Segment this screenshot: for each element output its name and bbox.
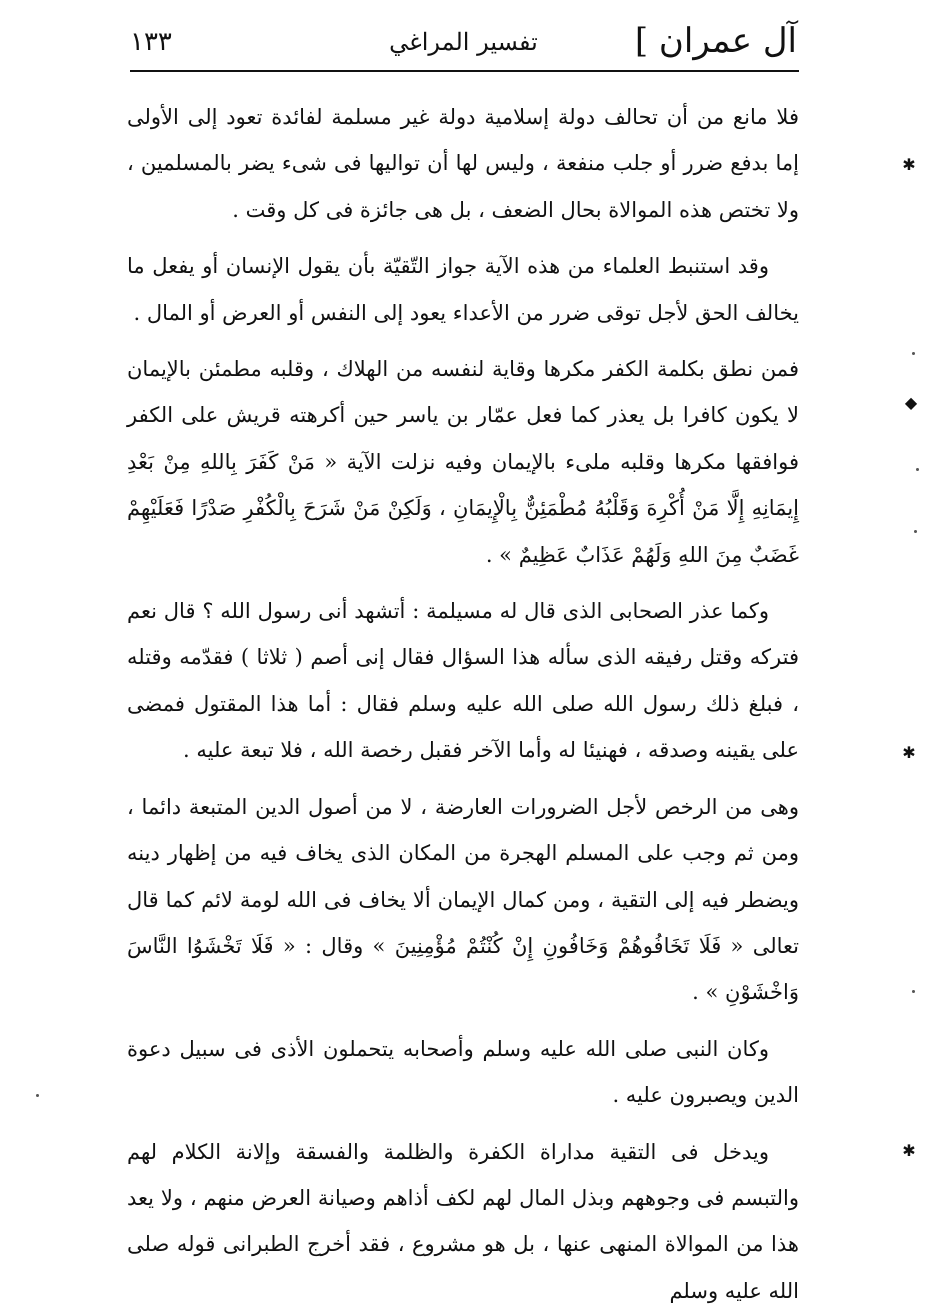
speck-3 [914,530,917,533]
paragraph-3: فمن نطق بكلمة الكفر مكرها وقاية لنفسه من الهلاك ، وقلبه مطمئن بالإيمان لا يكون كافرا بل يعذر كما فعل عمّار بن ياسر حين أكرهته قريش على الكفر فوافقها مكرها وقلبه ملىء بالإيمان وفيه نزلت الآية « مَنْ كَفَرَ بِاللهِ مِنْ بَعْدِ إِيمَانِهِ إِلَّا مَنْ أُكْرِهَ وَقَلْبُهُ مُطْمَئِنٌّ بِالْإِيمَانِ ، وَلَكِنْ مَنْ شَرَحَ بِالْكُفْرِ صَدْرًا فَعَلَيْهِمْ غَضَبٌ مِنَ اللهِ وَلَهُمْ عَذَابٌ عَظِيمٌ » . [127,357,799,567]
speck-5 [36,1094,39,1097]
margin-mark-1: ✱ [902,155,916,174]
paragraph-1: فلا مانع من أن تحالف دولة إسلامية دولة غير مسلمة لفائدة تعود إلى الأولى إما بدفع ضرر أو جلب منفعة ، وليس لها أن تواليها فى شىء يضر بالمسلمين ، ولا تختص هذه الموالاة بحال الضعف ، بل هى جائزة فى كل وقت . [127,105,799,222]
speck-4 [912,990,915,993]
surah-name: آل عمران ] [634,21,797,61]
margin-mark-3: ✱ [902,743,916,762]
page-number: ١٣٣ [130,27,172,57]
page-body [127,94,799,1314]
header-divider [130,70,799,72]
speck-1 [912,352,915,355]
book-title: تفسير المراغي [389,28,538,56]
speck-2 [916,468,919,471]
paragraph-7: ويدخل فى التقية مداراة الكفرة والظلمة والفسقة وإلانة الكلام لهم والتبسم فى وجوههم وبذل المال لهم لكف أذاهم وصيانة العرض منهم ، ولا يعد هذا من الموالاة المنهى عنها ، بل هو مشروع ، فقد أخرج الطبرانى قوله صلى الله عليه وسلم [127,1139,799,1303]
margin-mark-2: ◆ [904,393,918,412]
page-header [130,18,797,70]
margin-mark-4: ✱ [902,1141,916,1160]
paragraph-2: وقد استنبط العلماء من هذه الآية جواز التّقيّة بأن يقول الإنسان أو يفعل ما يخالف الحق لأجل توقى ضرر من الأعداء يعود إلى النفس أو العرض أو المال . [127,254,799,325]
paragraph-4: وكما عذر الصحابى الذى قال له مسيلمة : أتشهد أنى رسول الله ؟ قال نعم فتركه وقتل رفيقه الذى سأله هذا السؤال فقال إنى أصم ( ثلاثا ) فقدّمه وقتله ، فبلغ ذلك رسول الله صلى الله عليه وسلم فقال : أما هذا المقتول فمضى على يقينه وصدقه ، فهنيئا له وأما الآخر فقبل رخصة الله ، فلا تبعة عليه . [127,599,799,763]
paragraph-6: وكان النبى صلى الله عليه وسلم وأصحابه يتحملون الأذى فى سبيل دعوة الدين ويصبرون عليه . [127,1036,799,1108]
paragraph-5: وهى من الرخص لأجل الضرورات العارضة ، لا من أصول الدين المتبعة دائما ، ومن ثم وجب على المسلم الهجرة من المكان الذى يخاف فيه من إظهار دينه ويضطر فيه إلى التقية ، ومن كمال الإيمان ألا يخاف فى الله لومة لائم كما قال تعالى « فَلَا تَخَافُوهُمْ وَخَافُونِ إِنْ كُنْتُمْ مُؤْمِنِينَ » وقال : « فَلَا تَخْشَوُا النَّاسَ وَاخْشَوْنِ » . [127,794,799,1005]
